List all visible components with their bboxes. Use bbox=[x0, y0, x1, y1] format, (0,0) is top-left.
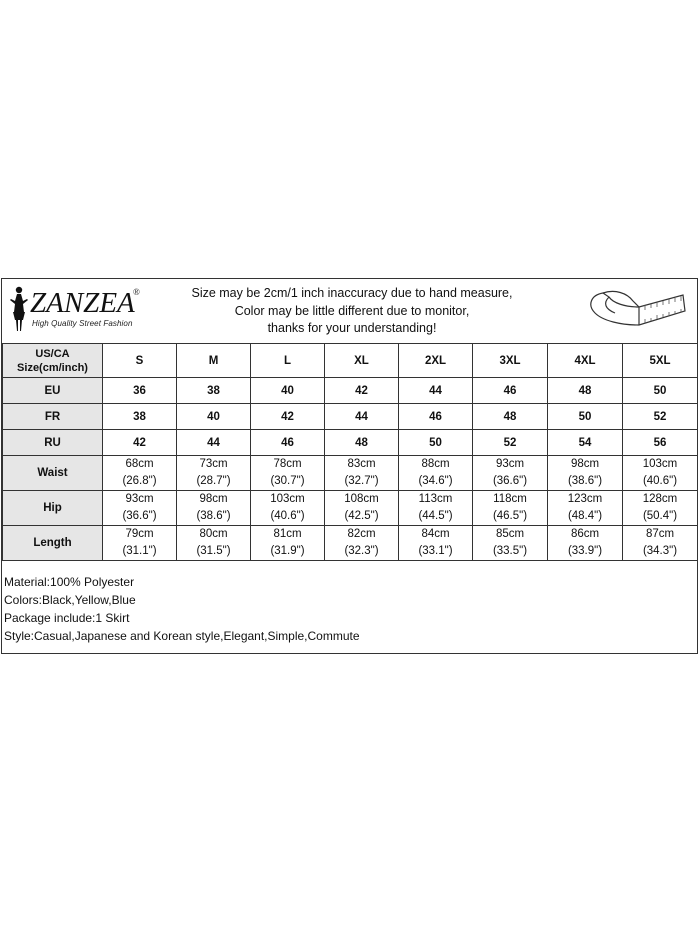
row-label: RU bbox=[3, 430, 103, 456]
colors-text: Colors:Black,Yellow,Blue bbox=[4, 593, 136, 607]
measure-inch: (26.8") bbox=[122, 475, 157, 487]
row-label: FR bbox=[3, 404, 103, 430]
size-chart-card bbox=[1, 278, 698, 654]
measure-inch: (36.6") bbox=[492, 475, 528, 487]
size-cell: 42 bbox=[251, 404, 325, 430]
measure-cm: 84cm bbox=[421, 528, 450, 540]
measure-cell bbox=[623, 491, 698, 526]
measure-cell bbox=[325, 491, 399, 526]
notice-line-2: Color may be little different due to monitor, bbox=[234, 303, 470, 318]
size-cell: 46 bbox=[251, 430, 325, 456]
measure-cell bbox=[103, 456, 177, 491]
measure-cell bbox=[473, 456, 548, 491]
measurement-notice bbox=[152, 285, 552, 338]
product-details bbox=[4, 573, 360, 645]
size-header-s: S bbox=[103, 344, 177, 378]
size-cell: 48 bbox=[473, 404, 548, 430]
size-cell: 42 bbox=[325, 378, 399, 404]
measure-cell bbox=[548, 491, 623, 526]
measure-inch: (32.7") bbox=[344, 475, 379, 487]
measure-cell bbox=[177, 526, 251, 561]
measure-inch: (46.5") bbox=[492, 510, 528, 522]
measure-inch: (31.9") bbox=[270, 545, 305, 557]
measure-cm: 79cm bbox=[125, 528, 154, 540]
measure-inch: (31.1") bbox=[122, 545, 157, 557]
measure-row-hip bbox=[3, 491, 698, 526]
size-row-fr bbox=[3, 404, 698, 430]
measure-inch: (42.5") bbox=[344, 510, 379, 522]
measure-inch: (40.6") bbox=[270, 510, 305, 522]
size-cell: 44 bbox=[177, 430, 251, 456]
package-text: Package include:1 Skirt bbox=[4, 611, 130, 625]
measure-cm: 86cm bbox=[570, 528, 600, 540]
measure-cell bbox=[399, 526, 473, 561]
size-cell: 48 bbox=[548, 378, 623, 404]
size-cell: 56 bbox=[623, 430, 698, 456]
brand-tagline: High Quality Street Fashion bbox=[32, 319, 133, 328]
measure-cm: 128cm bbox=[642, 493, 678, 505]
size-cell: 52 bbox=[473, 430, 548, 456]
measure-cm: 85cm bbox=[495, 528, 525, 540]
size-header-3xl: 3XL bbox=[473, 344, 548, 378]
row-label: Hip bbox=[3, 491, 103, 526]
measure-cm: 93cm bbox=[495, 458, 525, 470]
measure-cell bbox=[548, 456, 623, 491]
style-text: Style:Casual,Japanese and Korean style,Elegant,Simple,Commute bbox=[4, 629, 360, 643]
measure-cell bbox=[623, 456, 698, 491]
measure-row-length bbox=[3, 526, 698, 561]
size-cell: 44 bbox=[399, 378, 473, 404]
size-table bbox=[2, 343, 698, 561]
measure-cm: 88cm bbox=[421, 458, 450, 470]
notice-line-3: thanks for your understanding! bbox=[267, 321, 437, 335]
measure-cell bbox=[103, 491, 177, 526]
measure-row-waist bbox=[3, 456, 698, 491]
measure-cell bbox=[399, 456, 473, 491]
size-corner-cell bbox=[3, 344, 103, 378]
row-label: EU bbox=[3, 378, 103, 404]
measure-inch: (38.6") bbox=[567, 475, 603, 487]
size-row-eu bbox=[3, 378, 698, 404]
measure-inch: (36.6") bbox=[122, 510, 157, 522]
measure-inch: (32.3") bbox=[344, 545, 379, 557]
brand-name: ZANZEA bbox=[30, 287, 135, 319]
measuring-tape-icon bbox=[581, 281, 691, 339]
measure-inch: (28.7") bbox=[196, 475, 231, 487]
measure-cm: 123cm bbox=[567, 493, 603, 505]
measure-cm: 108cm bbox=[344, 493, 379, 505]
size-cell: 48 bbox=[325, 430, 399, 456]
notice-line-1: Size may be 2cm/1 inch inaccuracy due to hand measure, bbox=[191, 286, 513, 300]
measure-inch: (44.5") bbox=[418, 510, 453, 522]
size-cell: 38 bbox=[103, 404, 177, 430]
measure-cell bbox=[473, 491, 548, 526]
measure-inch: (33.5") bbox=[492, 545, 528, 557]
woman-silhouette-icon bbox=[8, 285, 30, 333]
measure-inch: (34.3") bbox=[642, 545, 678, 557]
brand-logo bbox=[6, 285, 156, 335]
measure-cell bbox=[251, 456, 325, 491]
measure-inch: (31.5") bbox=[196, 545, 231, 557]
row-label: Waist bbox=[3, 456, 103, 491]
measure-cm: 82cm bbox=[347, 528, 376, 540]
measure-inch: (48.4") bbox=[567, 510, 603, 522]
size-cell: 38 bbox=[177, 378, 251, 404]
size-cell: 54 bbox=[548, 430, 623, 456]
size-cell: 52 bbox=[623, 404, 698, 430]
measure-cell bbox=[399, 491, 473, 526]
measure-inch: (38.6") bbox=[196, 510, 231, 522]
measure-cell bbox=[103, 526, 177, 561]
size-header-row bbox=[3, 344, 698, 378]
measure-cm: 81cm bbox=[273, 528, 302, 540]
measure-cell bbox=[548, 526, 623, 561]
measure-cm: 68cm bbox=[125, 458, 154, 470]
measure-cm: 113cm bbox=[418, 493, 453, 505]
measure-cm: 73cm bbox=[199, 458, 228, 470]
size-cell: 40 bbox=[251, 378, 325, 404]
size-cell: 36 bbox=[103, 378, 177, 404]
measure-inch: (33.1") bbox=[418, 545, 453, 557]
measure-cell bbox=[177, 456, 251, 491]
measure-cell bbox=[325, 526, 399, 561]
size-header-l: L bbox=[251, 344, 325, 378]
corner-line-1: US/CA bbox=[35, 347, 70, 360]
registered-mark: ® bbox=[133, 287, 140, 297]
size-table-body bbox=[3, 344, 698, 561]
measure-cm: 83cm bbox=[347, 458, 376, 470]
material-text: Material:100% Polyester bbox=[4, 575, 135, 589]
measure-cell bbox=[325, 456, 399, 491]
measure-cm: 78cm bbox=[273, 458, 302, 470]
size-header-5xl: 5XL bbox=[623, 344, 698, 378]
size-cell: 46 bbox=[399, 404, 473, 430]
size-row-ru bbox=[3, 430, 698, 456]
measure-inch: (34.6") bbox=[418, 475, 453, 487]
measure-cm: 118cm bbox=[493, 493, 527, 505]
row-label: Length bbox=[3, 526, 103, 561]
measure-cell bbox=[473, 526, 548, 561]
size-cell: 40 bbox=[177, 404, 251, 430]
size-chart-header bbox=[2, 279, 697, 343]
measure-cm: 93cm bbox=[125, 493, 154, 505]
measure-cm: 98cm bbox=[570, 458, 600, 470]
measure-inch: (30.7") bbox=[270, 475, 305, 487]
size-cell: 50 bbox=[548, 404, 623, 430]
measure-cm: 87cm bbox=[645, 528, 675, 540]
size-cell: 50 bbox=[623, 378, 698, 404]
size-cell: 50 bbox=[399, 430, 473, 456]
measure-inch: (33.9") bbox=[567, 545, 603, 557]
measure-inch: (50.4") bbox=[642, 510, 678, 522]
size-header-xl: XL bbox=[325, 344, 399, 378]
size-cell: 44 bbox=[325, 404, 399, 430]
measure-cm: 80cm bbox=[199, 528, 228, 540]
size-header-2xl: 2XL bbox=[399, 344, 473, 378]
measure-cell bbox=[177, 491, 251, 526]
measure-cm: 98cm bbox=[199, 493, 228, 505]
size-header-m: M bbox=[177, 344, 251, 378]
corner-line-2: Size(cm/inch) bbox=[17, 361, 88, 374]
measure-cm: 103cm bbox=[642, 458, 678, 470]
size-header-4xl: 4XL bbox=[548, 344, 623, 378]
measure-cell bbox=[623, 526, 698, 561]
measure-cell bbox=[251, 526, 325, 561]
size-cell: 42 bbox=[103, 430, 177, 456]
measure-cell bbox=[251, 491, 325, 526]
measure-inch: (40.6") bbox=[642, 475, 678, 487]
measure-cm: 103cm bbox=[270, 493, 305, 505]
size-cell: 46 bbox=[473, 378, 548, 404]
